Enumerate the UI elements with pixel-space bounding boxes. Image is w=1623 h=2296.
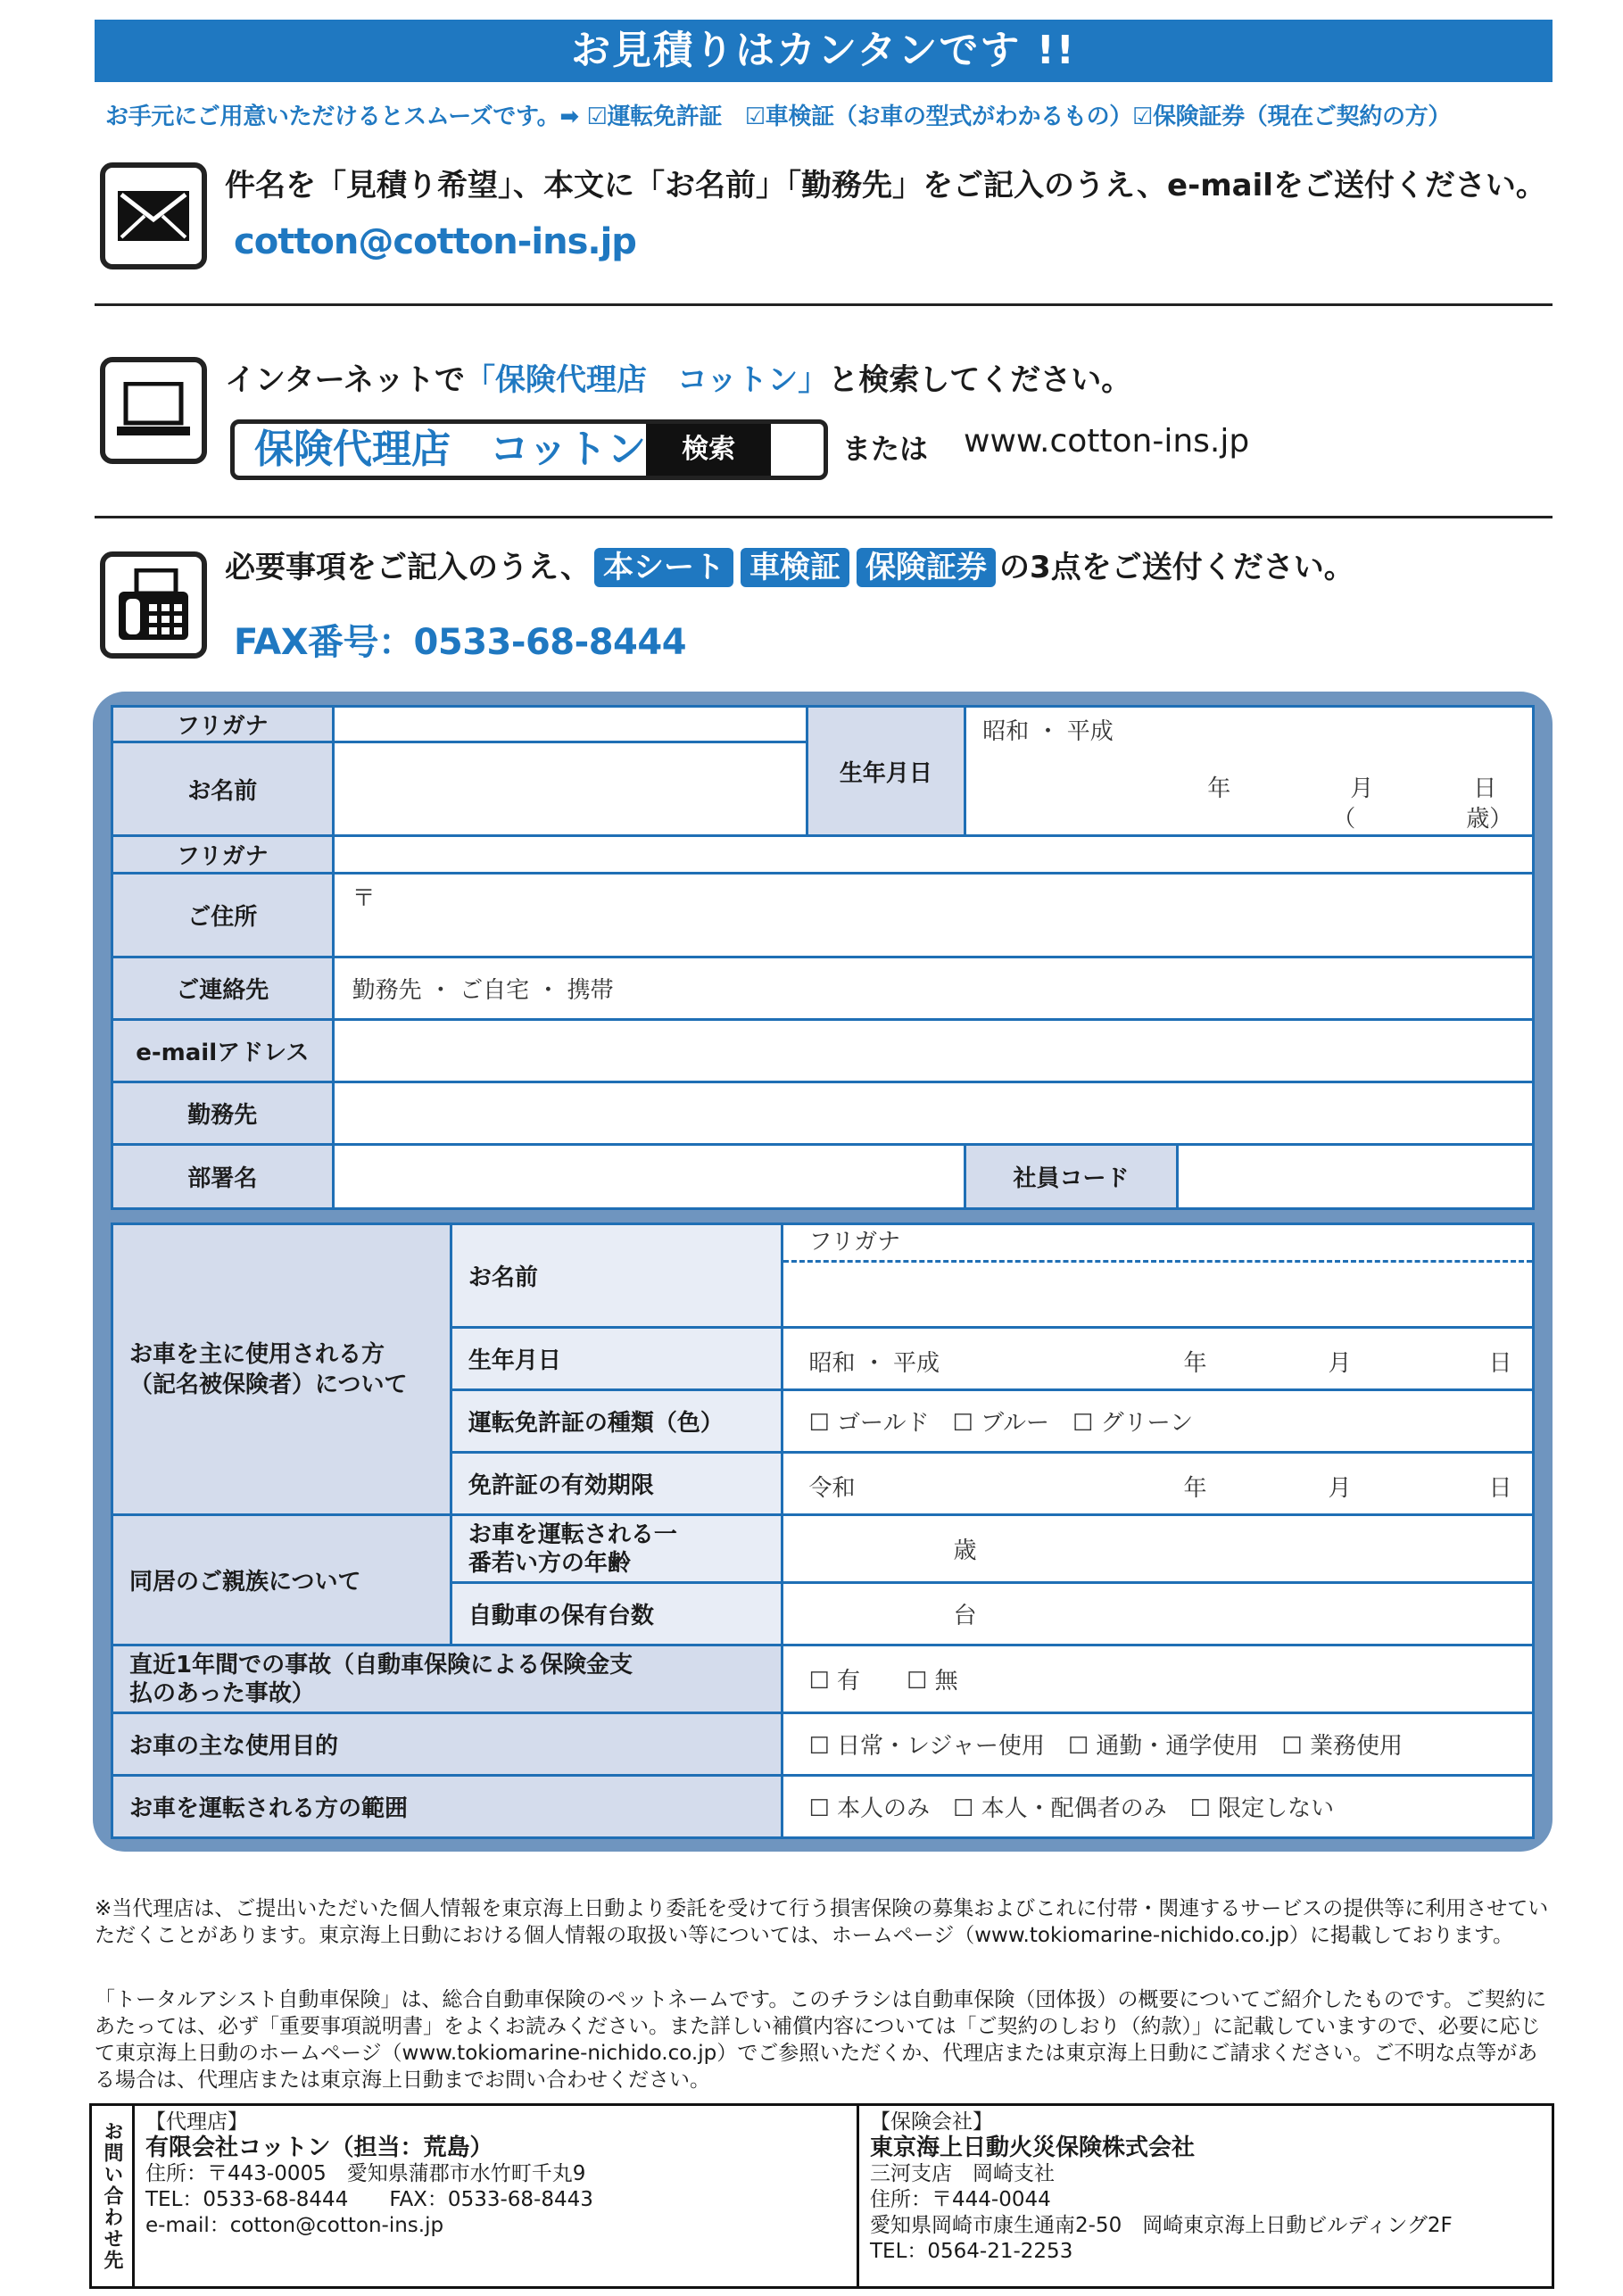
laptop-icon — [100, 357, 207, 464]
furigana-label: フリガナ — [112, 836, 334, 874]
employee-code-field[interactable] — [1177, 1145, 1533, 1209]
insurer-name: 東京海上日動火災保険株式会社 — [870, 2134, 1196, 2161]
birth-day-unit: 日 — [1473, 775, 1497, 802]
driver-birth-label: 生年月日 — [451, 1328, 783, 1390]
agency-info — [135, 2106, 859, 2286]
name-furigana-field[interactable] — [333, 707, 807, 742]
reiwa-label: 令和 — [808, 1474, 856, 1502]
insurer-postal: 住所：〒444-0044 — [870, 2188, 1051, 2211]
agency-address: 住所：〒443-0005 愛知県蒲郡市水竹町千丸9 — [145, 2162, 586, 2185]
age-open: （ — [1332, 806, 1356, 833]
contact-label: ご連絡先 — [112, 957, 334, 1020]
driver-range-label: お車を運転される方の範囲 — [112, 1776, 783, 1838]
expiry-month: 月 — [1328, 1474, 1352, 1502]
license-expiry-field[interactable] — [783, 1453, 1534, 1515]
insurer-tel: TEL：0564-21-2253 — [870, 2240, 1073, 2263]
name-label: お名前 — [112, 742, 334, 836]
driver-birth-month: 月 — [1328, 1349, 1352, 1377]
youngest-driver-text: お車を運転される一番若い方の年齢 — [468, 1521, 677, 1577]
tag-this-sheet: 本シート — [594, 548, 733, 587]
license-expiry-label: 免許証の有効期限 — [451, 1453, 783, 1515]
birth-era: 昭和 ・ 平成 — [982, 718, 1114, 745]
expiry-year: 年 — [1183, 1474, 1207, 1502]
product-note: 「トータルアシスト自動車保険」は、総合自動車保険のペットネームです。このチラシは自動車保険（団体扱）の概要についてご紹介したものです。ご契約にあたっては、必ず「重要事項説明書」をよくお読みください。また詳しい補償内容については「ご契約のしおり（約款）」に記載していますので、必要に応じて東京海上日動のホームページ（www.tokiomarine-nichido.co.jp）でご参照いただくか、代理店または東京海上日動にご請求ください。ご不明な点等がある場合は、代理店または東京海上日動までお問い合わせください。 — [95, 1988, 1547, 2092]
birth-label: 生年月日 — [807, 707, 965, 836]
youngest-age-field[interactable] — [783, 1515, 1534, 1583]
email-field[interactable] — [333, 1020, 1533, 1082]
preparation-note: お手元にご用意いただけるとスムーズです。➡ ☑運転免許証 ☑車検証（お車の型式がわかるもの）☑保険証券（現在ご契約の方） — [105, 104, 1452, 130]
contact-box — [89, 2103, 1554, 2289]
insurer-header: 【保険会社】 — [870, 2110, 993, 2134]
car-count-label: 自動車の保有台数 — [451, 1583, 783, 1645]
web-instruction-keyword: 「保険代理店 コットン」 — [464, 362, 829, 398]
insurer-address: 愛知県岡崎市康生通南2-50 岡崎東京海上日動ビルディング2F — [870, 2214, 1453, 2237]
fax-instruction-pre: 必要事項をご記入のうえ、 — [225, 550, 592, 585]
driver-name-field[interactable] — [783, 1224, 1534, 1328]
search-button[interactable]: 検索 — [646, 424, 771, 476]
accident-options[interactable]: ☐ 有 ☐ 無 — [783, 1645, 1534, 1713]
tag-insurance-policy: 保険証券 — [857, 548, 996, 587]
driver-range-options[interactable]: ☐ 本人のみ ☐ 本人・配偶者のみ ☐ 限定しない — [783, 1776, 1534, 1838]
fax-number: FAX番号：0533-68-8444 — [234, 622, 687, 663]
birth-month-unit: 月 — [1350, 775, 1374, 802]
web-instruction-pre: インターネットで — [225, 362, 465, 398]
driver-birth-era: 昭和 ・ 平成 — [808, 1349, 940, 1377]
driver-name-label: お名前 — [451, 1224, 783, 1328]
agency-header: 【代理店】 — [145, 2110, 248, 2134]
website-url-link[interactable]: www.cotton-ins.jp — [964, 423, 1250, 460]
expiry-day: 日 — [1488, 1474, 1512, 1502]
web-instruction — [225, 355, 1131, 399]
family-label: 同居のご親族について — [112, 1515, 451, 1645]
fax-instruction-post: の3点をご送付ください。 — [999, 550, 1354, 585]
employee-code-label: 社員コード — [965, 1145, 1178, 1209]
personal-info-table — [111, 705, 1535, 1210]
accident-text: 直近1年間での事故（自動車保険による保険金支払のあった事故） — [129, 1651, 633, 1707]
privacy-note: ※当代理店は、ご提出いただいた個人情報を東京海上日動より委託を受けて行う損害保険の募集およびこれに付帯・関連するサービスの提供等に利用させていただくことがあります。東京海上日動における個人情報の取扱い等については、ホームページ（www.tokiomarine-nichido.co.jp）に掲載しております。 — [95, 1897, 1549, 1947]
address-field[interactable] — [333, 874, 1533, 957]
insurer-info — [859, 2106, 1552, 2286]
birth-field[interactable] — [965, 707, 1534, 836]
purpose-options[interactable]: ☐ 日常・レジャー使用 ☐ 通勤・通学使用 ☐ 業務使用 — [783, 1713, 1534, 1776]
search-bar[interactable] — [230, 419, 828, 480]
vehicle-info-table — [111, 1223, 1535, 1839]
envelope-icon — [100, 162, 207, 269]
accident-label — [112, 1645, 783, 1713]
search-input[interactable]: 保険代理店 コットン — [254, 427, 647, 472]
main-driver-text: お車を主に使用される方（記名被保険者）について — [129, 1340, 408, 1398]
email-address-link[interactable]: cotton@cotton-ins.jp — [234, 221, 636, 262]
driver-furigana: フリガナ — [783, 1225, 1532, 1263]
license-type-options[interactable]: ☐ ゴールド ☐ ブルー ☐ グリーン — [783, 1390, 1534, 1453]
department-label: 部署名 — [112, 1145, 334, 1209]
name-field[interactable] — [333, 742, 807, 836]
license-type-label: 運転免許証の種類（色） — [451, 1390, 783, 1453]
insurer-branch: 三河支店 岡崎支社 — [870, 2162, 1055, 2185]
department-field[interactable] — [333, 1145, 965, 1209]
address-furigana-field[interactable] — [333, 836, 1533, 874]
furigana-label: フリガナ — [112, 707, 334, 742]
tag-vehicle-inspection: 車検証 — [741, 548, 849, 587]
agency-tel-fax: TEL：0533-68-8444 FAX：0533-68-8443 — [145, 2188, 593, 2211]
driver-birth-day: 日 — [1488, 1349, 1512, 1377]
age-unit: 歳 — [953, 1538, 977, 1564]
agency-email[interactable]: e-mail：cotton@cotton-ins.jp — [145, 2214, 444, 2237]
youngest-driver-label — [451, 1515, 783, 1583]
contact-options[interactable]: 勤務先 ・ ご自宅 ・ 携帯 — [333, 957, 1533, 1020]
postal-mark: 〒 — [352, 885, 376, 912]
contact-side-label: お問い合わせ先 — [92, 2106, 135, 2286]
fax-icon — [100, 551, 207, 659]
purpose-label: お車の主な使用目的 — [112, 1713, 783, 1776]
section-divider — [95, 303, 1553, 306]
page-title: お見積りはカンタンです !! — [95, 20, 1553, 82]
driver-birth-year: 年 — [1183, 1349, 1207, 1377]
email-label: e-mailアドレス — [112, 1020, 334, 1082]
birth-year-unit: 年 — [1207, 775, 1231, 802]
section-divider — [95, 516, 1553, 518]
address-label: ご住所 — [112, 874, 334, 957]
or-label: または — [842, 432, 929, 466]
age-close: 歳） — [1466, 806, 1513, 833]
email-instruction: 件名を「見積り希望」、本文に「お名前」「勤務先」をご記入のうえ、e-mailをご送付ください。 — [225, 168, 1546, 203]
agency-name: 有限会社コットン（担当：荒島） — [145, 2134, 493, 2161]
workplace-label: 勤務先 — [112, 1082, 334, 1145]
web-instruction-post: と検索してください。 — [828, 362, 1132, 398]
car-count-field[interactable] — [783, 1583, 1534, 1645]
fax-instruction — [225, 548, 1354, 587]
car-unit: 台 — [953, 1603, 977, 1629]
driver-birth-field[interactable] — [783, 1328, 1534, 1390]
main-driver-label — [112, 1224, 451, 1515]
workplace-field[interactable] — [333, 1082, 1533, 1145]
